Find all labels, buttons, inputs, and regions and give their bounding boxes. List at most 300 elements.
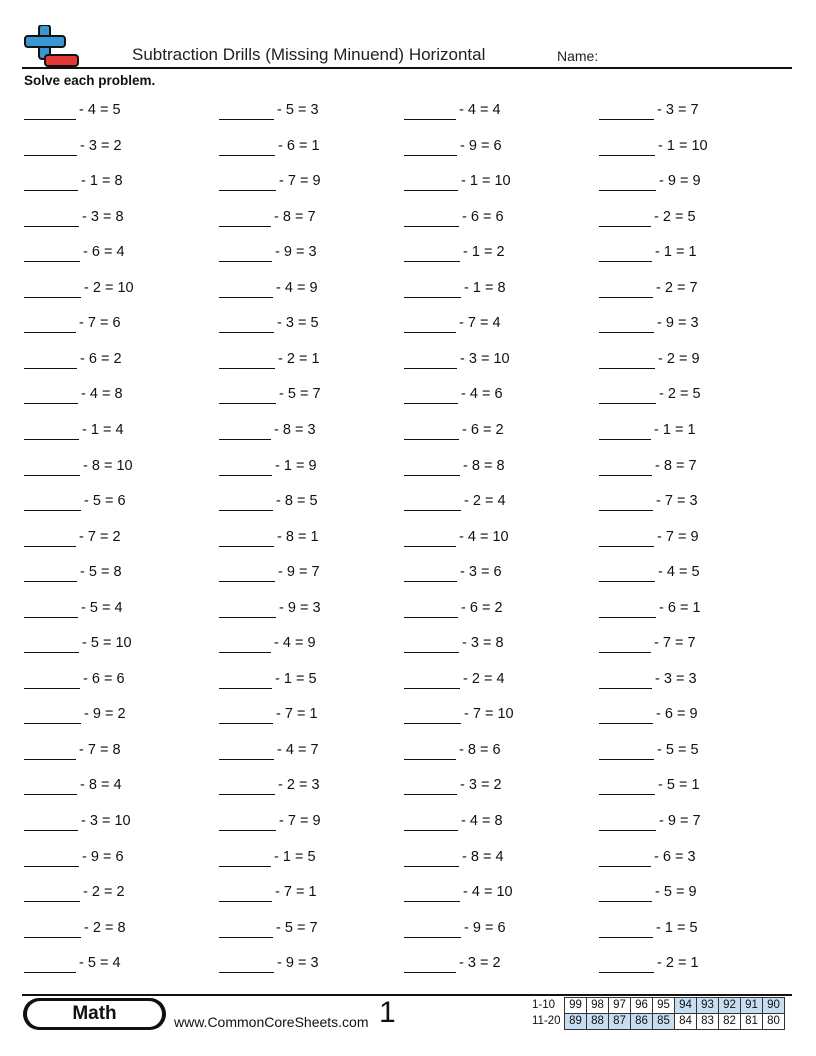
score-table [532,997,785,1030]
answer-blank[interactable] [219,778,275,795]
problem-expression: - 8 = 7 [655,457,697,474]
problem-item [599,242,697,262]
problem-item [404,349,510,369]
answer-blank[interactable] [404,601,458,618]
score-cell: 98 [587,998,609,1014]
score-cell: 90 [763,998,785,1014]
problem-item [404,100,501,120]
answer-blank[interactable] [599,245,652,262]
answer-blank[interactable] [24,139,77,156]
answer-blank[interactable] [404,352,457,369]
problem-expression: - 9 = 3 [657,315,699,332]
problem-item [24,242,125,262]
problem-expression: - 4 = 6 [461,386,503,403]
answer-blank[interactable] [219,174,276,191]
problem-expression: - 9 = 3 [275,244,317,261]
problem-item [219,313,319,333]
problem-expression: - 9 = 6 [82,848,124,865]
answer-blank[interactable] [599,601,656,618]
problem-expression: - 4 = 5 [79,102,121,118]
problem-item [404,456,505,476]
answer-blank[interactable] [219,850,271,867]
answer-blank[interactable] [599,707,653,724]
problem-expression: - 6 = 9 [656,706,698,723]
answer-blank[interactable] [219,139,275,156]
answer-blank[interactable] [219,245,272,262]
problem-expression: - 7 = 7 [654,635,696,652]
answer-blank[interactable] [219,921,273,938]
answer-blank[interactable] [24,707,81,724]
problem-expression: - 4 = 4 [459,102,501,118]
answer-blank[interactable] [24,743,76,760]
answer-blank[interactable] [599,459,652,476]
problem-item [599,598,701,618]
problem-item [24,811,131,831]
problem-item [599,313,699,333]
problem-expression: - 4 = 9 [276,279,318,296]
problem-item [404,953,501,973]
problem-expression: - 4 = 7 [277,741,319,758]
score-cell: 99 [565,998,587,1014]
answer-blank[interactable] [24,672,80,689]
score-cell: 94 [675,998,697,1014]
problem-item [24,313,121,333]
problem-expression: - 2 = 8 [84,919,126,936]
answer-blank[interactable] [24,316,76,333]
problem-item [599,953,699,973]
problem-expression: - 4 = 10 [459,528,509,545]
problem-expression: - 6 = 2 [80,350,122,367]
problem-item [219,633,316,653]
problem-item [599,384,701,404]
problem-expression: - 2 = 1 [278,350,320,367]
problem-item [24,775,122,795]
answer-blank[interactable] [599,636,651,653]
problem-item [599,278,698,298]
problem-item [599,456,697,476]
problem-item [219,527,319,547]
problem-item [219,349,320,369]
problem-expression: - 5 = 1 [658,777,700,794]
problem-expression: - 3 = 10 [460,350,510,367]
problem-expression: - 7 = 3 [656,493,698,510]
problem-item [219,100,319,120]
problem-expression: - 2 = 7 [656,279,698,296]
problem-expression: - 6 = 1 [278,137,320,154]
answer-blank[interactable] [404,530,456,547]
answer-blank[interactable] [404,672,460,689]
problem-expression: - 4 = 10 [463,884,513,901]
problem-item [24,491,126,511]
problem-item [404,669,505,689]
problem-expression: - 4 = 5 [658,564,700,581]
problem-item [599,349,700,369]
problem-item [599,669,697,689]
problem-item [599,491,698,511]
answer-blank[interactable] [219,565,275,582]
problem-item [404,775,502,795]
problem-item [404,136,502,156]
answer-blank[interactable] [404,245,460,262]
problem-item [404,598,503,618]
score-cell: 96 [631,998,653,1014]
answer-blank[interactable] [599,103,654,120]
answer-blank[interactable] [24,210,79,227]
problem-expression: - 7 = 1 [275,884,317,901]
problem-expression: - 2 = 4 [463,670,505,687]
answer-blank[interactable] [599,316,654,333]
answer-blank[interactable] [404,778,457,795]
answer-blank[interactable] [24,956,76,973]
score-cell: 87 [609,1014,631,1030]
problem-item [599,100,699,120]
problem-expression: - 2 = 10 [84,279,134,296]
answer-blank[interactable] [24,281,81,298]
answer-blank[interactable] [599,387,656,404]
problem-item [219,171,321,191]
problem-item [404,633,504,653]
problem-item [599,811,701,831]
problem-expression: - 6 = 3 [654,848,696,865]
problem-expression: - 1 = 10 [461,173,511,190]
answer-blank[interactable] [404,885,460,902]
answer-blank[interactable] [404,956,456,973]
answer-blank[interactable] [404,387,458,404]
score-cell: 86 [631,1014,653,1030]
problem-expression: - 7 = 2 [79,528,121,545]
problem-expression: - 6 = 6 [83,670,125,687]
problem-expression: - 3 = 5 [277,315,319,332]
problem-expression: - 2 = 1 [657,955,699,972]
answer-blank[interactable] [219,743,274,760]
answer-blank[interactable] [24,778,77,795]
answer-blank[interactable] [599,850,651,867]
answer-blank[interactable] [404,423,459,440]
problem-expression: - 5 = 6 [84,493,126,510]
answer-blank[interactable] [24,494,81,511]
answer-blank[interactable] [24,530,76,547]
answer-blank[interactable] [599,281,653,298]
score-row-label: 11-20 [532,1015,561,1027]
problem-item [24,171,123,191]
problem-expression: - 8 = 7 [274,208,316,225]
problem-expression: - 9 = 3 [279,599,321,616]
problem-expression: - 5 = 7 [279,386,321,403]
answer-blank[interactable] [219,423,271,440]
answer-blank[interactable] [404,459,460,476]
problem-expression: - 1 = 5 [275,670,317,687]
problem-item [24,136,122,156]
problem-expression: - 3 = 7 [657,102,699,118]
problem-item [219,847,316,867]
problem-expression: - 7 = 10 [464,706,514,723]
answer-blank[interactable] [404,174,458,191]
score-cell: 91 [741,998,763,1014]
answer-blank[interactable] [219,210,271,227]
answer-blank[interactable] [24,387,78,404]
answer-blank[interactable] [599,494,653,511]
problem-item [219,811,321,831]
answer-blank[interactable] [404,850,459,867]
answer-blank[interactable] [219,601,276,618]
problem-expression: - 4 = 9 [274,635,316,652]
problem-item [219,669,317,689]
website-text: www.CommonCoreSheets.com [174,1014,369,1030]
problem-expression: - 5 = 3 [277,102,319,118]
problem-expression: - 9 = 9 [659,173,701,190]
problem-expression: - 1 = 8 [464,279,506,296]
problem-expression: - 7 = 1 [276,706,318,723]
answer-blank[interactable] [599,743,654,760]
problem-expression: - 1 = 4 [82,421,124,438]
problem-expression: - 5 = 5 [657,741,699,758]
problem-item [404,491,506,511]
answer-blank[interactable] [219,103,274,120]
problem-item [599,704,698,724]
problem-expression: - 1 = 2 [463,244,505,261]
problem-item [404,918,506,938]
problem-item [599,633,696,653]
answer-blank[interactable] [599,210,651,227]
answer-blank[interactable] [24,352,77,369]
problem-item [599,882,697,902]
problem-item [404,562,502,582]
answer-blank[interactable] [404,921,461,938]
problem-expression: - 5 = 7 [276,919,318,936]
answer-blank[interactable] [24,814,78,831]
answer-blank[interactable] [404,316,456,333]
answer-blank[interactable] [599,139,655,156]
answer-blank[interactable] [599,423,651,440]
score-cell: 81 [741,1014,763,1030]
problem-item [599,775,700,795]
score-cell: 93 [697,998,719,1014]
answer-blank[interactable] [24,565,77,582]
problem-expression: - 9 = 3 [277,955,319,972]
problem-item [599,918,698,938]
answer-blank[interactable] [24,459,80,476]
problem-item [404,704,514,724]
problem-item [219,740,319,760]
plus-minus-logo-icon [23,25,81,69]
problem-item [599,207,696,227]
answer-blank[interactable] [24,103,76,120]
answer-blank[interactable] [24,245,80,262]
problem-item [24,384,123,404]
problem-expression: - 8 = 10 [83,457,133,474]
answer-blank[interactable] [219,459,272,476]
problem-item [404,278,506,298]
answer-blank[interactable] [404,281,461,298]
answer-blank[interactable] [404,103,456,120]
problem-item [599,847,696,867]
problem-expression: - 5 = 4 [81,599,123,616]
problem-item [24,953,121,973]
problem-expression: - 3 = 3 [655,670,697,687]
problem-expression: - 6 = 4 [83,244,125,261]
answer-blank[interactable] [24,885,80,902]
problem-item [24,740,121,760]
subject-badge [23,998,166,1030]
problem-expression: - 5 = 10 [82,635,132,652]
problem-expression: - 2 = 5 [654,208,696,225]
answer-blank[interactable] [599,778,655,795]
answer-blank[interactable] [219,814,276,831]
answer-blank[interactable] [404,139,457,156]
problem-item [24,918,126,938]
problem-item [404,384,503,404]
problem-expression: - 3 = 2 [460,777,502,794]
problem-expression: - 9 = 6 [460,137,502,154]
answer-blank[interactable] [219,956,274,973]
answer-blank[interactable] [404,565,457,582]
problem-expression: - 6 = 1 [659,599,701,616]
problem-expression: - 3 = 6 [460,564,502,581]
answer-blank[interactable] [404,743,456,760]
answer-blank[interactable] [599,530,654,547]
problem-item [599,562,700,582]
answer-blank[interactable] [404,636,459,653]
answer-blank[interactable] [599,921,653,938]
problem-expression: - 7 = 9 [657,528,699,545]
problem-item [599,136,708,156]
answer-blank[interactable] [599,885,652,902]
answer-blank[interactable] [219,494,273,511]
answer-blank[interactable] [24,174,78,191]
problem-item [404,882,513,902]
problem-item [219,491,318,511]
problem-item [404,740,501,760]
problem-item [24,847,124,867]
problem-expression: - 4 = 8 [461,813,503,829]
problem-item [24,420,124,440]
header-divider [22,67,792,69]
answer-blank[interactable] [599,565,655,582]
score-row [532,998,785,1014]
problem-item [24,882,125,902]
answer-blank[interactable] [219,707,273,724]
name-label: Name: [557,48,599,64]
problem-item [219,136,320,156]
footer-divider [22,994,792,996]
problem-expression: - 5 = 9 [655,884,697,901]
problem-item [404,420,504,440]
problem-expression: - 7 = 9 [279,173,321,190]
problem-expression: - 8 = 8 [463,457,505,474]
problem-item [219,562,320,582]
answer-blank[interactable] [219,530,274,547]
answer-blank[interactable] [219,672,272,689]
answer-blank[interactable] [404,707,461,724]
problem-expression: - 8 = 3 [274,421,316,438]
answer-blank[interactable] [599,814,656,831]
answer-blank[interactable] [24,921,81,938]
problem-item [219,456,317,476]
answer-blank[interactable] [24,423,79,440]
problem-item [404,847,504,867]
problem-expression: - 9 = 2 [84,706,126,723]
problem-item [404,171,511,191]
problem-expression: - 8 = 1 [277,528,319,545]
answer-blank[interactable] [599,956,654,973]
problem-item [219,882,317,902]
problem-expression: - 3 = 8 [82,208,124,225]
problem-expression: - 1 = 1 [654,421,696,438]
score-cell: 92 [719,998,741,1014]
score-cell: 95 [653,998,675,1014]
problem-expression: - 6 = 6 [462,208,504,225]
score-row-label: 1-10 [532,999,556,1011]
problem-item [219,242,317,262]
answer-blank[interactable] [24,636,79,653]
problem-item [24,598,123,618]
problem-expression: - 1 = 5 [656,919,698,936]
problem-expression: - 2 = 3 [278,777,320,794]
score-cell: 89 [565,1014,587,1030]
problem-expression: - 2 = 2 [83,884,125,901]
problem-item [219,953,319,973]
problem-expression: - 6 = 2 [461,599,503,616]
problem-item [599,527,699,547]
answer-blank[interactable] [219,352,275,369]
problem-item [24,704,126,724]
subject-label: Math [27,1001,162,1027]
problem-expression: - 2 = 9 [658,350,700,367]
problem-item [24,527,121,547]
problem-expression: - 8 = 5 [276,493,318,510]
problem-item [24,633,132,653]
problem-expression: - 8 = 4 [80,777,122,794]
problem-expression: - 3 = 8 [462,635,504,652]
problem-item [404,242,505,262]
problem-expression: - 9 = 7 [278,564,320,581]
instructions: Solve each problem. [24,73,156,88]
answer-blank[interactable] [219,281,273,298]
answer-blank[interactable] [24,850,79,867]
problem-expression: - 2 = 5 [659,386,701,403]
page-number: 1 [379,996,396,1029]
problem-expression: - 1 = 9 [275,457,317,474]
answer-blank[interactable] [599,352,655,369]
answer-blank[interactable] [219,387,276,404]
problem-expression: - 7 = 8 [79,741,121,758]
problem-expression: - 9 = 7 [659,813,701,829]
problem-expression: - 5 = 8 [80,564,122,581]
problem-expression: - 8 = 4 [462,848,504,865]
problem-item [219,420,316,440]
answer-blank[interactable] [219,316,274,333]
answer-blank[interactable] [219,636,271,653]
answer-blank[interactable] [599,174,656,191]
answer-blank[interactable] [24,601,78,618]
score-cell: 97 [609,998,631,1014]
problem-expression: - 5 = 4 [79,955,121,972]
problem-expression: - 9 = 6 [464,919,506,936]
answer-blank[interactable] [219,885,272,902]
problem-expression: - 7 = 4 [459,315,501,332]
answer-blank[interactable] [599,672,652,689]
problem-expression: - 1 = 10 [658,137,708,154]
answer-blank[interactable] [404,494,461,511]
problem-expression: - 6 = 2 [462,421,504,438]
problem-item [219,775,320,795]
problem-item [24,207,124,227]
problem-item [24,669,125,689]
answer-blank[interactable] [404,814,458,831]
answer-blank[interactable] [404,210,459,227]
problem-item [24,349,122,369]
problem-expression: - 8 = 6 [459,741,501,758]
